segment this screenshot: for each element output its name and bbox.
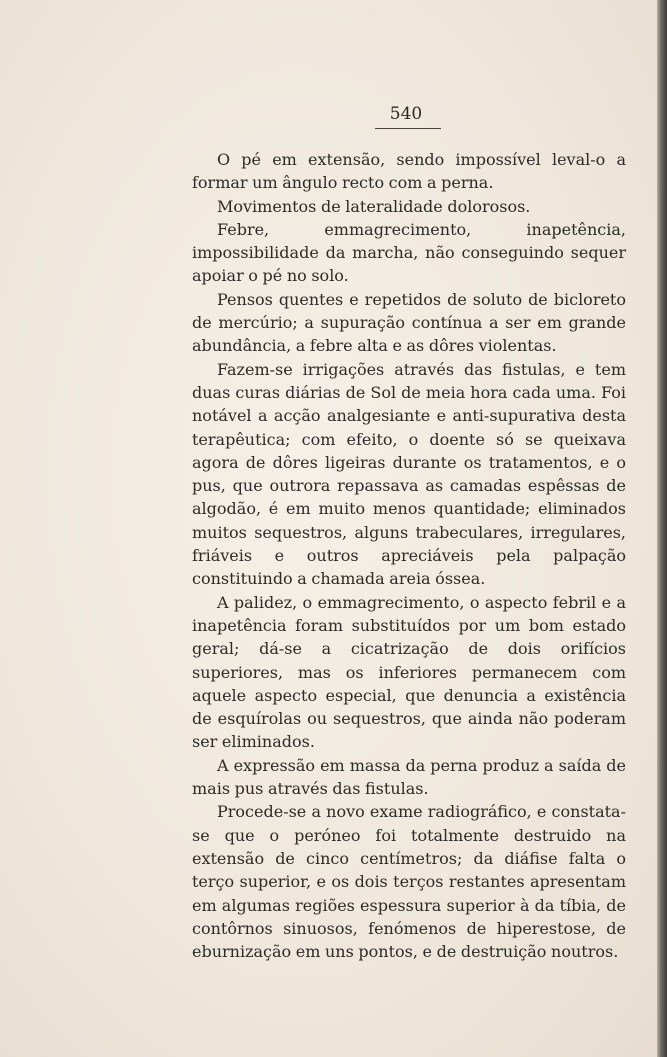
paragraph: O pé em extensão, sendo impossível leval-o a formar um ângulo recto com a perna. xyxy=(192,150,626,193)
body-text xyxy=(192,148,626,963)
header-rule xyxy=(375,128,441,129)
page-number: 540 xyxy=(389,104,423,124)
book-spine-edge xyxy=(657,0,667,1057)
paragraph: Febre, emmagrecimento, inapetência, impossibilidade da marcha, não conseguindo sequer apoiar o pé no solo. xyxy=(192,219,626,286)
paragraph: Movimentos de lateralidade dolorosos. xyxy=(217,196,531,216)
paragraph: A expressão em massa da perna produz a saída de mais pus através das fistulas. xyxy=(192,755,626,799)
paragraph: Pensos quentes e repetidos de soluto de bicloreto de mercúrio; a supuração contínua a ser em grande abundância, a febre alta e as dôres violentas. xyxy=(192,289,626,356)
paragraph: Procede-se a novo exame radiográfico, e constata-se que o peróneo foi totalmente destruido na extensão de cinco centímetros; da diáfise falta o terço superior, e os dois terços restantes apresentam em algumas regiões espessura superior à da tíbia, de contôrnos sinuosos, fenómenos de hiperestose, de eburnização em uns pontos, e de destruição noutros. xyxy=(192,802,626,962)
paragraph: A palidez, o emmagrecimento, o aspecto febril e a inapetência foram substituídos por um bom estado geral; dá-se a cicatrização de dois orifícios superiores, mas os inferiores permanecem com aquele aspecto especial, que denuncia a existência de esquírolas ou sequestros, que ainda não poderam ser eliminados. xyxy=(192,592,626,752)
paragraph: Fazem-se irrigações através das fistulas, e tem duas curas diárias de Sol de meia hora cada uma. Foi notável a acção analgesiante e anti-supurativa desta terapêutica; com efeito, o doente só se queixava agora de dôres ligeiras durante os tratamentos, e o pus, que outrora repassava as camadas espêssas de algodão, é em muito menos quantidade; eliminados muitos sequestros, alguns trabeculares, irregulares, friáveis e outros apreciáveis pela palpação constituindo a chamada areia óssea. xyxy=(192,359,626,589)
